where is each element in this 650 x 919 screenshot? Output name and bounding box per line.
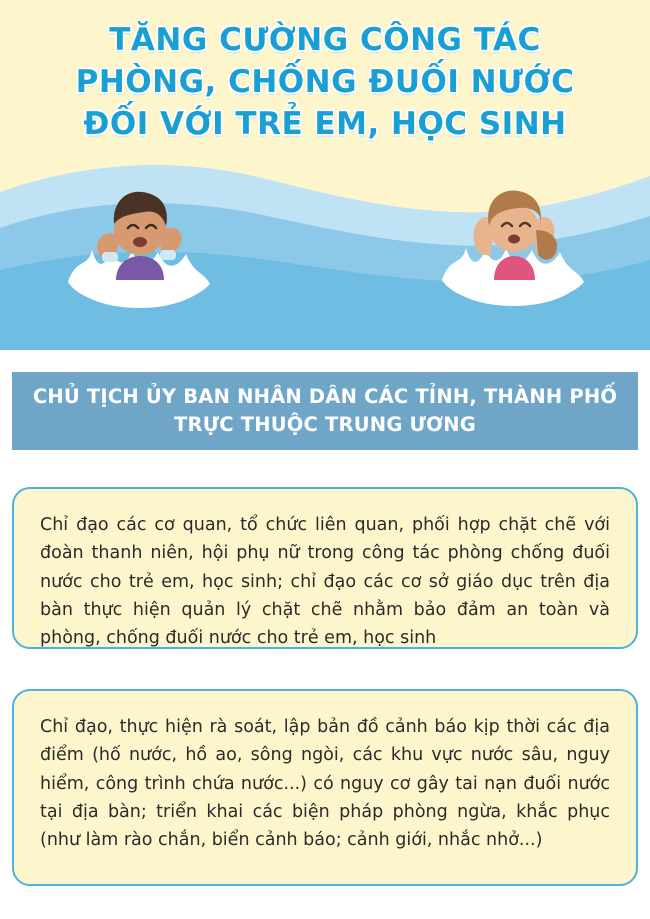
title-line-3: ĐỐI VỚI TRẺ EM, HỌC SINH <box>83 105 567 142</box>
section-divider <box>0 350 650 372</box>
title-line-2: PHÒNG, CHỐNG ĐUỐI NƯỚC <box>75 63 575 100</box>
poster-header <box>0 0 650 350</box>
section-banner <box>12 372 638 450</box>
poster-title <box>0 20 650 146</box>
boy-drowning-icon <box>58 172 218 312</box>
title-line-1: TĂNG CƯỜNG CÔNG TÁC <box>109 22 541 58</box>
directive-card-2 <box>12 689 638 886</box>
section-banner-text: CHỦ TỊCH ỦY BAN NHÂN DÂN CÁC TỈNH, THÀNH PHỐ TRỰC THUỘC TRUNG ƯƠNG <box>32 384 618 436</box>
directive-card-1 <box>12 487 638 649</box>
directive-card-1-text: Chỉ đạo các cơ quan, tổ chức liên quan, phối hợp chặt chẽ với đoàn thanh niên, hội phụ nữ trong công tác phòng chống đuối nước cho trẻ em, học sinh; chỉ đạo các cơ sở giáo dục trên địa bàn thực hiện quản lý chặt chẽ nhằm bảo đảm an toàn và phòng, chống đuối nước cho trẻ em, học sinh <box>40 515 610 649</box>
girl-drowning-icon <box>432 170 592 310</box>
directive-card-2-text: Chỉ đạo, thực hiện rà soát, lập bản đồ cảnh báo kịp thời các địa điểm (hố nước, hồ ao, sông ngòi, các khu vực nước sâu, nguy hiểm, công trình chứa nước...) có nguy cơ gây tai nạn đuối nước tại địa bàn; triển khai các biện pháp phòng ngừa, khắc phục (như làm rào chắn, biển cảnh báo; cảnh giới, nhắc nhở...) <box>40 717 610 851</box>
